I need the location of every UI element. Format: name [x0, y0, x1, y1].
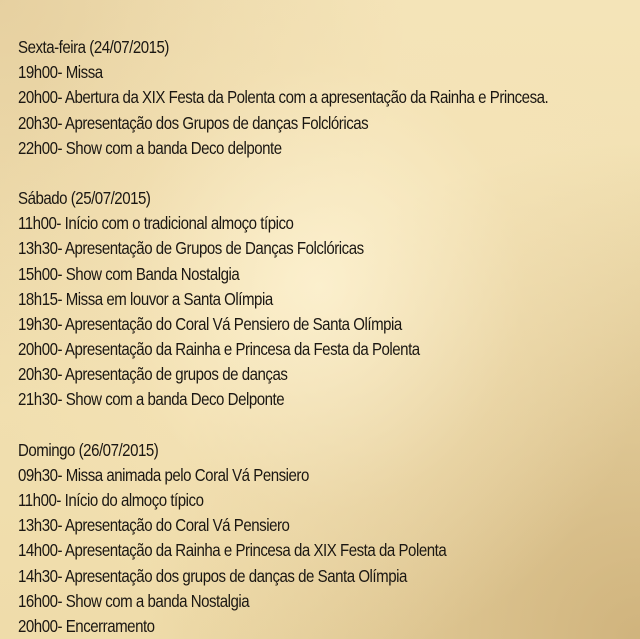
day-title: Domingo (26/07/2015): [18, 439, 159, 460]
day-saturday: [18, 186, 549, 413]
festival-schedule: [18, 35, 549, 639]
day-title: Sexta-feira (24/07/2015): [18, 37, 169, 57]
schedule-event: 20h00- Apresentação da Rainha e Princesa da Festa da Polenta: [18, 339, 420, 360]
schedule-event: 19h00- Missa: [18, 62, 103, 83]
schedule-event: 11h00- Início do almoço típico: [18, 490, 204, 510]
day-friday: [18, 35, 549, 161]
schedule-event: 14h30- Apresentação dos grupos de danças de Santa Olímpia: [18, 565, 407, 586]
schedule-event: 13h30- Apresentação do Coral Vá Pensiero: [18, 515, 290, 536]
schedule-event: 15h00- Show com Banda Nostalgia: [18, 263, 240, 284]
day-title: Sábado (25/07/2015): [18, 187, 151, 208]
schedule-event: 20h30- Apresentação dos Grupos de danças Folclóricas: [18, 112, 369, 133]
schedule-event: 13h30- Apresentação de Grupos de Danças Folclóricas: [18, 238, 364, 259]
schedule-event: 14h00- Apresentação da Rainha e Princesa da XIX Festa da Polenta: [18, 540, 447, 561]
schedule-event: 19h30- Apresentação do Coral Vá Pensiero de Santa Olímpia: [18, 313, 402, 334]
schedule-event: 20h00- Abertura da XIX Festa da Polenta com a apresentação da Rainha e Princesa.: [18, 87, 549, 108]
schedule-event: 20h00- Encerramento: [18, 615, 155, 636]
schedule-event: 21h30- Show com a banda Deco Delponte: [18, 389, 285, 410]
schedule-event: 18h15- Missa em louvor a Santa Olímpia: [18, 288, 273, 309]
schedule-event: 11h00- Início com o tradicional almoço típico: [18, 213, 294, 234]
schedule-event: 22h00- Show com a banda Deco delponte: [18, 137, 282, 158]
schedule-event: 20h30- Apresentação de grupos de danças: [18, 364, 288, 385]
day-sunday: [18, 438, 549, 639]
schedule-event: 16h00- Show com a banda Nostalgia: [18, 590, 250, 611]
schedule-event: 09h30- Missa animada pelo Coral Vá Pensiero: [18, 464, 309, 485]
